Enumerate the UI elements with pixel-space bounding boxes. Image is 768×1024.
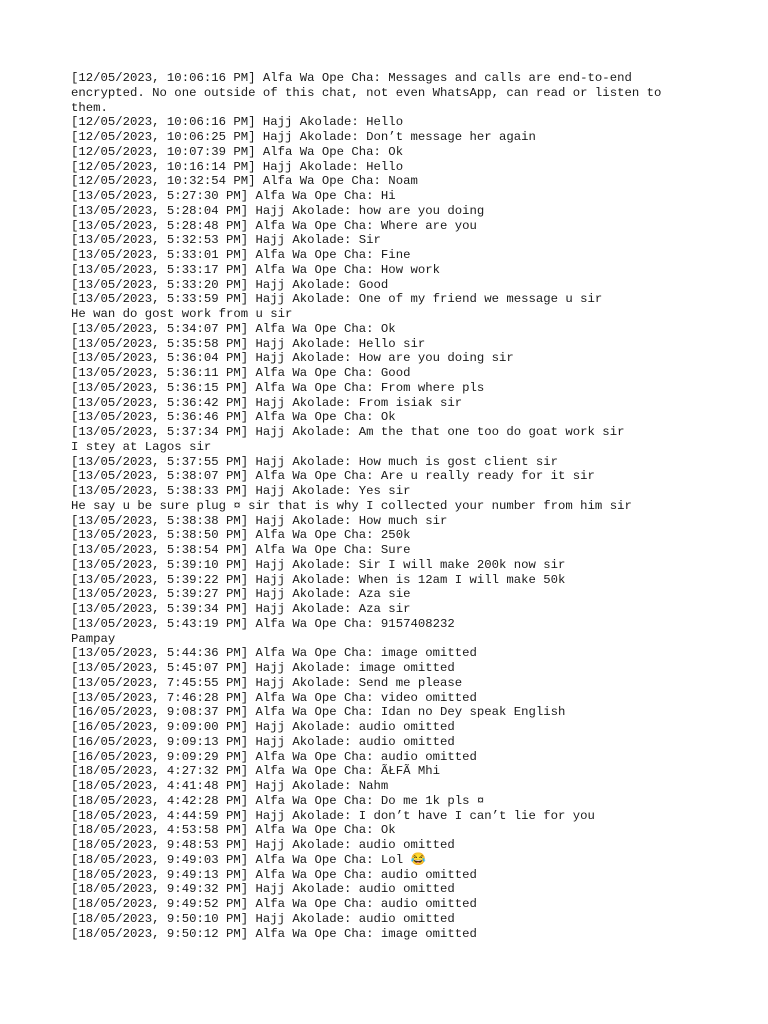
transcript-line: [13/05/2023, 5:27:30 PM] Alfa Wa Ope Cha: Hi (71, 189, 396, 203)
transcript-line: [13/05/2023, 5:36:15 PM] Alfa Wa Ope Cha: From where pls (71, 380, 485, 395)
transcript-line: [16/05/2023, 9:09:29 PM] Alfa Wa Ope Cha: audio omitted (71, 749, 477, 764)
transcript-line: encrypted. No one outside of this chat, not even WhatsApp, can read or listen to (71, 85, 662, 100)
transcript-line: them. (71, 100, 108, 115)
transcript-line: [13/05/2023, 5:45:07 PM] Hajj Akolade: image omitted (71, 661, 455, 675)
transcript-line: [13/05/2023, 5:33:59 PM] Hajj Akolade: One of my friend we message u sir (71, 292, 603, 307)
transcript-line: [13/05/2023, 5:38:07 PM] Alfa Wa Ope Cha: Are u really ready for it sir (71, 469, 595, 484)
transcript-line: [18/05/2023, 4:41:48 PM] Hajj Akolade: Nahm (71, 779, 389, 793)
transcript-line: [13/05/2023, 5:33:01 PM] Alfa Wa Ope Cha: Fine (71, 248, 411, 262)
transcript-line: [18/05/2023, 9:49:03 PM] Alfa Wa Ope Cha: Lol 😂 (71, 852, 426, 867)
transcript-line: [13/05/2023, 5:43:19 PM] Alfa Wa Ope Cha: 9157408232 (71, 616, 455, 631)
transcript-line: [18/05/2023, 9:49:52 PM] Alfa Wa Ope Cha: audio omitted (71, 897, 477, 911)
transcript-line: [16/05/2023, 9:09:13 PM] Hajj Akolade: audio omitted (71, 734, 455, 749)
transcript-line: [13/05/2023, 5:36:46 PM] Alfa Wa Ope Cha: Ok (71, 410, 396, 425)
transcript-line: [18/05/2023, 9:49:32 PM] Hajj Akolade: audio omitted (71, 882, 455, 897)
transcript-line: [12/05/2023, 10:07:39 PM] Alfa Wa Ope Cha: Ok (71, 144, 404, 159)
transcript-line: [13/05/2023, 5:38:50 PM] Alfa Wa Ope Cha: 250k (71, 528, 411, 543)
transcript-line: [13/05/2023, 5:32:53 PM] Hajj Akolade: Sir (71, 233, 381, 248)
chat-transcript (71, 71, 751, 941)
transcript-line: [13/05/2023, 5:35:58 PM] Hajj Akolade: Hello sir (71, 336, 426, 351)
transcript-line: [13/05/2023, 5:39:10 PM] Hajj Akolade: Sir I will make 200k now sir (71, 557, 566, 572)
transcript-line: [13/05/2023, 5:38:38 PM] Hajj Akolade: How much sir (71, 513, 448, 528)
transcript-line: [18/05/2023, 4:44:59 PM] Hajj Akolade: I don’t have I can’t lie for you (71, 808, 595, 823)
transcript-line: [13/05/2023, 5:36:42 PM] Hajj Akolade: From isiak sir (71, 395, 463, 410)
transcript-line: [13/05/2023, 5:39:27 PM] Hajj Akolade: Aza sie (71, 587, 411, 602)
transcript-line: [13/05/2023, 5:36:04 PM] Hajj Akolade: How are you doing sir (71, 351, 514, 366)
transcript-line: [13/05/2023, 5:28:04 PM] Hajj Akolade: how are you doing (71, 203, 485, 218)
transcript-line: [13/05/2023, 5:38:33 PM] Hajj Akolade: Yes sir (71, 484, 411, 498)
transcript-line: Pampay (71, 631, 116, 646)
transcript-line: [12/05/2023, 10:16:14 PM] Hajj Akolade: Hello (71, 159, 404, 174)
transcript-line: [16/05/2023, 9:08:37 PM] Alfa Wa Ope Cha: Idan no Dey speak English (71, 705, 566, 720)
transcript-line: I stey at Lagos sir (71, 439, 212, 454)
transcript-line: [13/05/2023, 7:46:28 PM] Alfa Wa Ope Cha: video omitted (71, 690, 477, 705)
transcript-line: [13/05/2023, 5:44:36 PM] Alfa Wa Ope Cha: image omitted (71, 646, 477, 661)
transcript-line: [12/05/2023, 10:06:25 PM] Hajj Akolade: Don’t message her again (71, 130, 536, 144)
transcript-line: He say u be sure plug ¤ sir that is why I collected your number from him sir (71, 498, 632, 513)
transcript-line: [12/05/2023, 10:06:16 PM] Hajj Akolade: Hello (71, 115, 404, 130)
transcript-line: [13/05/2023, 5:34:07 PM] Alfa Wa Ope Cha: Ok (71, 321, 396, 336)
transcript-line: [18/05/2023, 9:49:13 PM] Alfa Wa Ope Cha: audio omitted (71, 867, 477, 882)
transcript-line: [13/05/2023, 5:39:34 PM] Hajj Akolade: Aza sir (71, 602, 411, 616)
transcript-line: [13/05/2023, 5:39:22 PM] Hajj Akolade: When is 12am I will make 50k (71, 572, 566, 587)
transcript-line: [13/05/2023, 5:33:17 PM] Alfa Wa Ope Cha: How work (71, 262, 440, 277)
transcript-line: [18/05/2023, 9:48:53 PM] Hajj Akolade: audio omitted (71, 838, 455, 852)
transcript-line: [18/05/2023, 4:27:32 PM] Alfa Wa Ope Cha: ÃŁFÃ Mhi (71, 764, 440, 779)
transcript-line: [13/05/2023, 5:33:20 PM] Hajj Akolade: Good (71, 277, 389, 292)
transcript-line: [18/05/2023, 9:50:12 PM] Alfa Wa Ope Cha: image omitted (71, 926, 477, 941)
transcript-line: [12/05/2023, 10:06:16 PM] Alfa Wa Ope Cha: Messages and calls are end-to-end (71, 71, 632, 85)
transcript-line: [13/05/2023, 5:37:55 PM] Hajj Akolade: How much is gost client sir (71, 454, 559, 469)
transcript-line: [18/05/2023, 4:53:58 PM] Alfa Wa Ope Cha: Ok (71, 823, 396, 838)
transcript-line: [18/05/2023, 9:50:10 PM] Hajj Akolade: audio omitted (71, 911, 455, 926)
transcript-line: [13/05/2023, 5:28:48 PM] Alfa Wa Ope Cha: Where are you (71, 218, 477, 233)
transcript-line: [12/05/2023, 10:32:54 PM] Alfa Wa Ope Cha: Noam (71, 174, 418, 189)
transcript-line: [13/05/2023, 5:37:34 PM] Hajj Akolade: Am the that one too do goat work sir (71, 425, 625, 439)
transcript-line: [13/05/2023, 5:38:54 PM] Alfa Wa Ope Cha: Sure (71, 543, 411, 557)
transcript-line: [18/05/2023, 4:42:28 PM] Alfa Wa Ope Cha: Do me 1k pls ¤ (71, 793, 485, 808)
transcript-line: [13/05/2023, 5:36:11 PM] Alfa Wa Ope Cha: Good (71, 366, 411, 380)
transcript-line: [16/05/2023, 9:09:00 PM] Hajj Akolade: audio omitted (71, 720, 455, 734)
transcript-line: He wan do gost work from u sir (71, 307, 293, 321)
transcript-line: [13/05/2023, 7:45:55 PM] Hajj Akolade: Send me please (71, 675, 463, 690)
